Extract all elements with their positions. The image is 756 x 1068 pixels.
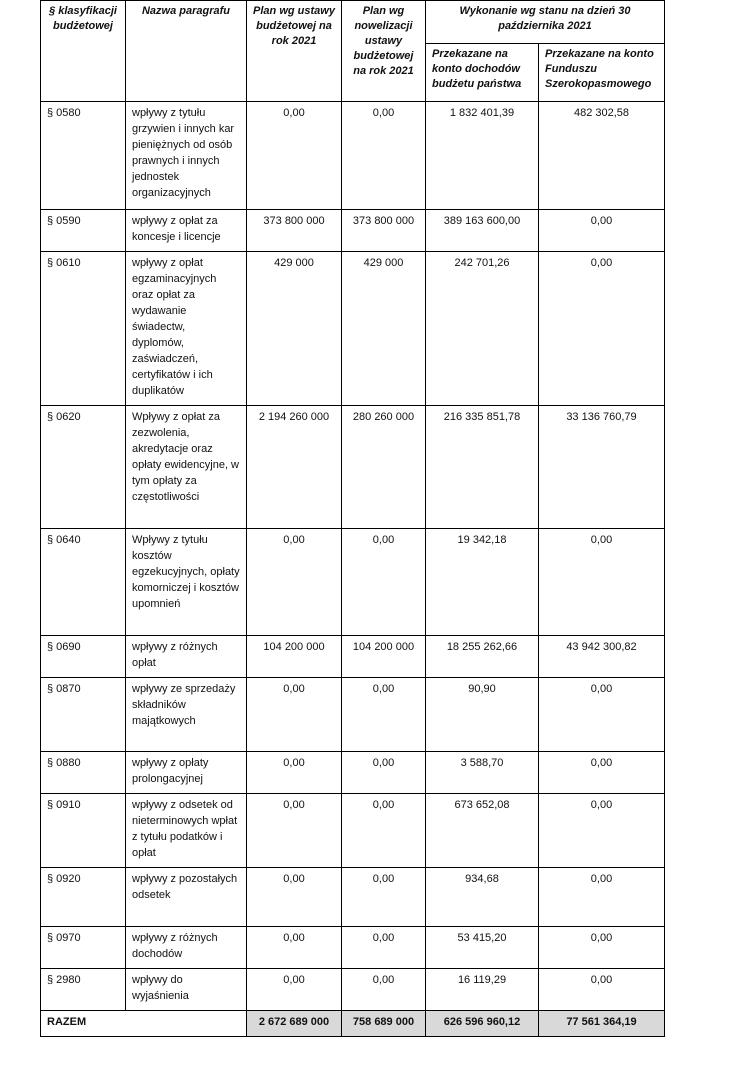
plan-act-value: 104 200 000 xyxy=(247,636,342,678)
header-paragraph-name: Nazwa paragrafu xyxy=(126,1,247,102)
paragraph-name: Wpływy z opłat za zezwolenia, akredytacje oraz opłaty ewidencyjne, w tym opłaty za częstotliwości xyxy=(126,406,247,529)
paragraph-code: § 0870 xyxy=(41,678,126,752)
broadband-fund-value: 0,00 xyxy=(539,210,665,252)
total-broadband-fund: 77 561 364,19 xyxy=(539,1011,665,1037)
state-budget-value: 3 588,70 xyxy=(426,752,539,794)
header-plan-act: Plan wg ustawy budżetowej na rok 2021 xyxy=(247,1,342,102)
header-execution: Wykonanie wg stanu na dzień 30 października 2021 xyxy=(426,1,665,44)
paragraph-name: wpływy do wyjaśnienia xyxy=(126,969,247,1011)
header-plan-amendment: Plan wg nowelizacji ustawy budżetowej na rok 2021 xyxy=(342,1,426,102)
plan-amendment-value: 373 800 000 xyxy=(342,210,426,252)
plan-act-value: 0,00 xyxy=(247,752,342,794)
table-row xyxy=(41,406,665,529)
plan-amendment-value: 0,00 xyxy=(342,752,426,794)
paragraph-code: § 0880 xyxy=(41,752,126,794)
plan-amendment-value: 280 260 000 xyxy=(342,406,426,529)
plan-amendment-value: 0,00 xyxy=(342,794,426,868)
budget-table xyxy=(40,0,665,1037)
paragraph-code: § 0970 xyxy=(41,927,126,969)
header-state-budget: Przekazane na konto dochodów budżetu państwa xyxy=(426,44,539,102)
plan-act-value: 429 000 xyxy=(247,252,342,406)
plan-act-value: 0,00 xyxy=(247,102,342,210)
paragraph-name: wpływy z różnych dochodów xyxy=(126,927,247,969)
state-budget-value: 934,68 xyxy=(426,868,539,927)
table-body xyxy=(41,102,665,1037)
broadband-fund-value: 0,00 xyxy=(539,868,665,927)
paragraph-code: § 0620 xyxy=(41,406,126,529)
paragraph-name: wpływy z opłat egzaminacyjnych oraz opłat za wydawanie świadectw, dyplomów, zaświadczeń, certyfikatów i ich duplikatów xyxy=(126,252,247,406)
plan-amendment-value: 0,00 xyxy=(342,868,426,927)
plan-act-value: 2 194 260 000 xyxy=(247,406,342,529)
plan-amendment-value: 0,00 xyxy=(342,927,426,969)
paragraph-code: § 2980 xyxy=(41,969,126,1011)
state-budget-value: 389 163 600,00 xyxy=(426,210,539,252)
paragraph-name: wpływy z pozostałych odsetek xyxy=(126,868,247,927)
paragraph-code: § 0920 xyxy=(41,868,126,927)
broadband-fund-value: 482 302,58 xyxy=(539,102,665,210)
table-row xyxy=(41,927,665,969)
plan-amendment-value: 0,00 xyxy=(342,102,426,210)
broadband-fund-value: 0,00 xyxy=(539,529,665,636)
state-budget-value: 18 255 262,66 xyxy=(426,636,539,678)
paragraph-code: § 0640 xyxy=(41,529,126,636)
table-row xyxy=(41,636,665,678)
plan-amendment-value: 0,00 xyxy=(342,969,426,1011)
plan-act-value: 0,00 xyxy=(247,529,342,636)
paragraph-name: wpływy z tytułu grzywien i innych kar pieniężnych od osób prawnych i innych jednostek organizacyjnych xyxy=(126,102,247,210)
paragraph-code: § 0690 xyxy=(41,636,126,678)
state-budget-value: 1 832 401,39 xyxy=(426,102,539,210)
plan-act-value: 0,00 xyxy=(247,868,342,927)
state-budget-value: 53 415,20 xyxy=(426,927,539,969)
table-row xyxy=(41,794,665,868)
broadband-fund-value: 0,00 xyxy=(539,927,665,969)
total-label: RAZEM xyxy=(41,1011,247,1037)
paragraph-name: wpływy z opłaty prolongacyjnej xyxy=(126,752,247,794)
state-budget-value: 216 335 851,78 xyxy=(426,406,539,529)
plan-act-value: 0,00 xyxy=(247,969,342,1011)
broadband-fund-value: 43 942 300,82 xyxy=(539,636,665,678)
table-row xyxy=(41,868,665,927)
state-budget-value: 673 652,08 xyxy=(426,794,539,868)
plan-amendment-value: 0,00 xyxy=(342,678,426,752)
table-row xyxy=(41,252,665,406)
plan-amendment-value: 0,00 xyxy=(342,529,426,636)
table-row xyxy=(41,210,665,252)
total-plan-amendment: 758 689 000 xyxy=(342,1011,426,1037)
paragraph-code: § 0580 xyxy=(41,102,126,210)
broadband-fund-value: 0,00 xyxy=(539,969,665,1011)
state-budget-value: 16 119,29 xyxy=(426,969,539,1011)
plan-amendment-value: 104 200 000 xyxy=(342,636,426,678)
paragraph-code: § 0610 xyxy=(41,252,126,406)
plan-act-value: 0,00 xyxy=(247,927,342,969)
state-budget-value: 19 342,18 xyxy=(426,529,539,636)
table-row xyxy=(41,969,665,1011)
broadband-fund-value: 0,00 xyxy=(539,752,665,794)
total-plan-act: 2 672 689 000 xyxy=(247,1011,342,1037)
table-row xyxy=(41,678,665,752)
table-row xyxy=(41,102,665,210)
total-row xyxy=(41,1011,665,1037)
broadband-fund-value: 0,00 xyxy=(539,678,665,752)
paragraph-name: wpływy ze sprzedaży składników majątkowych xyxy=(126,678,247,752)
table-row xyxy=(41,529,665,636)
paragraph-name: wpływy z różnych opłat xyxy=(126,636,247,678)
paragraph-name: wpływy z opłat za koncesje i licencje xyxy=(126,210,247,252)
paragraph-code: § 0910 xyxy=(41,794,126,868)
total-state-budget: 626 596 960,12 xyxy=(426,1011,539,1037)
paragraph-code: § 0590 xyxy=(41,210,126,252)
state-budget-value: 90,90 xyxy=(426,678,539,752)
plan-act-value: 373 800 000 xyxy=(247,210,342,252)
plan-act-value: 0,00 xyxy=(247,794,342,868)
paragraph-name: wpływy z odsetek od nieterminowych wpłat z tytułu podatków i opłat xyxy=(126,794,247,868)
broadband-fund-value: 0,00 xyxy=(539,252,665,406)
header-broadband-fund: Przekazane na konto Funduszu Szerokopasmowego xyxy=(539,44,665,102)
table-row xyxy=(41,752,665,794)
state-budget-value: 242 701,26 xyxy=(426,252,539,406)
header-classification: § klasyfikacji budżetowej xyxy=(41,1,126,102)
broadband-fund-value: 33 136 760,79 xyxy=(539,406,665,529)
paragraph-name: Wpływy z tytułu kosztów egzekucyjnych, opłaty komorniczej i kosztów upomnień xyxy=(126,529,247,636)
plan-amendment-value: 429 000 xyxy=(342,252,426,406)
broadband-fund-value: 0,00 xyxy=(539,794,665,868)
plan-act-value: 0,00 xyxy=(247,678,342,752)
